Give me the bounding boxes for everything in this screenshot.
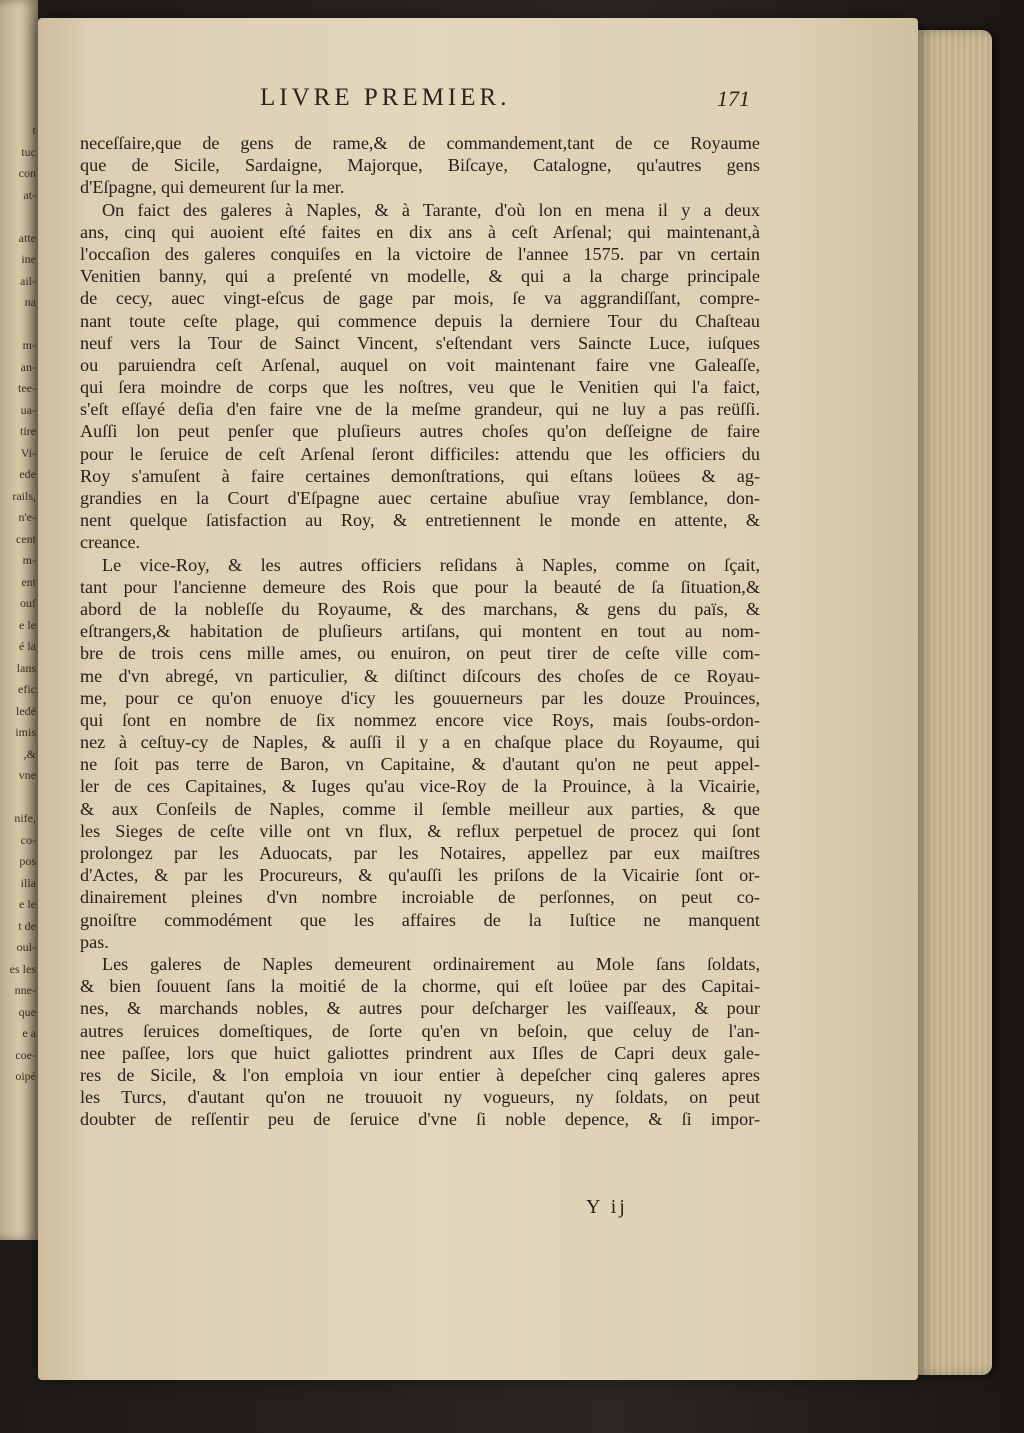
facing-page-fragment: ine [21,252,36,266]
text-line: autres ſeruices domeſtiques, de ſorte qu'en vn beſoin, que celuy de l'an- [80,1020,760,1041]
facing-page-fragment: oipé [15,1069,36,1083]
facing-page-fragment: tire [20,424,36,438]
text-line: qui ſont en nombre de ſix nommez encore vice Roys, mais ſoubs-ordon- [80,709,760,730]
facing-page-fragment: atte [18,230,36,245]
text-line: les Sieges de ceſte ville ont vn flux, & reflux perpetuel de procez qui ſont [80,820,760,841]
facing-page-fragment: Vi- [20,445,36,460]
facing-page-fragment: ail- [20,273,36,288]
text-line: abord de la nobleſſe du Royaume, & des marchans, & gens du païs, & [80,598,760,619]
text-line: nent quelque ſatisfaction au Roy, & entretiennent le monde en attente, & [80,510,760,531]
facing-page-fragment: ,& [23,746,36,761]
facing-page-fragment: ledé [16,703,36,718]
book-fore-edge [912,30,992,1375]
facing-page-fragment: con [18,166,36,180]
facing-page-fragment: imis [15,725,36,739]
text-line: nant toute ceſte plage, qui commence depuis la derniere Tour du Chaſteau [80,310,760,331]
text-line: & bien ſouuent ſans la moitié de la chorme, qui eſt loüee par des Capitai- [80,976,760,997]
text-line: & aux Conſeils de Naples, comme il ſemble meilleur aux parties, & que [80,798,760,819]
text-line: ou paruiendra ceſt Arſenal, auquel on voit maintenant faire vne Galeaſſe, [80,354,760,375]
facing-page-fragment: illa [20,875,36,890]
text-line: Roy s'amuſent à faire certaines demonſtrations, qui eſtans loüees & ag- [80,465,760,486]
text-line: prolongez par les Aduocats, par les Notaires, appellez par eux maiſtres [80,843,760,863]
text-line: dinairement pleines d'vn nombre incroiable de perſonnes, on peut co- [80,887,760,908]
facing-page-fragment [0,314,36,336]
text-line: bre de trois cens mille ames, ou enuiron, on peut tirer de ceſte ville com- [80,643,760,664]
text-line: ler de ces Capitaines, & Iuges qu'au vice-Roy de la Prouince, à la Vicairie, [80,776,760,797]
facing-page-fragment: e le [19,897,36,911]
facing-page-fragment: ouf [20,596,36,610]
facing-page-fragment: lans [16,660,36,675]
text-line: ans, cinq qui auoient eſté faites en dix ans à ceſt Arſenal; qui maintenant,à [80,221,760,242]
facing-page-fragment: at- [23,187,36,202]
facing-page-fragment: e le [19,617,36,632]
text-line: pas. [80,931,109,952]
facing-page-fragment: que [18,1004,36,1019]
text-line: ne ſoit pas terre de Baron, vn Capitaine, & d'autant qu'on ne peut appel- [80,754,760,775]
facing-page-edge [0,0,38,1240]
text-line: les Turcs, d'autant qu'on ne trouuoit ny vogueurs, ny ſoldats, on peut [80,1087,760,1108]
text-line: qui ſera moindre de corps que les noſtres, veu que le Venitien qui l'a faict, [80,377,760,398]
text-line: d'Eſpagne, qui demeurent ſur la mer. [80,177,345,198]
facing-page-fragment: oul- [16,940,36,954]
text-line: On faict des galeres à Naples, & à Tarante, d'où lon en mena il y a deux [102,199,760,220]
facing-page-fragment: efic [18,682,36,696]
text-line: Venitien banny, qui a preſenté vn modelle, & qui a la charge principale [80,266,760,287]
facing-page-fragment: m- [22,553,36,567]
text-line: s'eſt eſſayé deſia d'en faire vne de la meſme grandeur, qui ne luy a pas reüſſi. [80,399,760,420]
facing-page-fragment: m- [22,338,36,352]
facing-page-fragment: co- [20,832,36,847]
facing-page-fragment: ede [19,467,36,481]
facing-page-fragment: vne [18,768,36,782]
facing-page-fragment: an- [20,359,36,374]
text-line: Le vice-Roy, & les autres officiers reſidans à Naples, comme on ſçait, [102,554,760,575]
text-line: d'Actes, & par les Procureurs, & qu'auſſi les priſons de la Vicairie ſont or- [80,865,760,886]
text-line: grandies en la Court d'Eſpagne auec certaine abuſiue vray ſemblance, don- [80,488,760,508]
facing-page-fragment: nne- [14,983,36,997]
text-line: neceſſaire,que de gens de rame,& de commandement,tant de ce Royaume [80,133,760,153]
text-line: me d'vn abregé, vn particulier, & diſtinct diſcours des choſes de ce Royau- [80,665,760,686]
facing-page-fragment: t [32,123,36,137]
text-line: l'occaſion des galeres conquiſes en la victoire de l'annee 1575. par vn certain [80,243,760,264]
text-line: de cecy, auec vingt-eſcus de gage par mois, ſe va aggrandiſſant, compre- [80,288,760,309]
text-line: me, pour ce qu'on enuoye d'icy les gouuerneurs par les douze Prouinces, [80,687,760,708]
facing-page-fragment: nife, [14,811,36,825]
facing-page-fragment: cent [16,531,36,546]
text-line: Les galeres de Naples demeurent ordinairement au Mole ſans ſoldats, [102,953,760,974]
text-line: doubter de reſſentir peu de ſeruice d'vne ſi noble depence, & ſi impor- [80,1109,760,1130]
facing-page-fragment: pos [19,854,36,868]
facing-page-fragment: es les [9,961,36,976]
text-line: nez à ceſtuy-cy de Naples, & auſſi il y a en chaſque place du Royaume, qui [80,732,760,753]
facing-page-fragment: tuc [21,144,36,159]
signature-mark: Y ij [586,1196,628,1218]
running-head: LIVRE PREMIER. [260,84,511,111]
facing-page-fragment: rails, [12,488,36,503]
facing-page-fragment: coe- [15,1047,36,1062]
facing-page-fragment: ua- [20,402,36,417]
text-line: eſtrangers,& habitation de pluſieurs artiſans, qui montent en tout au nom- [80,621,760,642]
text-line: nee paſſee, lors que huict galiottes prindrent aux Iſles de Capri deux gale- [80,1042,760,1063]
page-number: 171 [717,86,750,111]
text-line: Auſſi lon peut penſer que pluſieurs autres choſes qu'on deſſeigne de faire [80,421,760,442]
facing-page-fragment: ent [21,574,36,589]
page-header [70,80,750,116]
facing-page-fragment: t de [18,918,36,933]
text-line: pour le ſeruice de ceſt Arſenal ſeront difficiles: attendu que les officiers du [80,443,760,464]
text-line: que de Sicile, Sardaigne, Majorque, Biſcaye, Catalogne, qu'autres gens [80,155,760,176]
text-line: neuf vers la Tour de Sainct Vincent, s'eſtendant vers Saincte Luce, iuſques [80,332,760,353]
facing-page-fragment: é la [19,639,36,653]
facing-page-fragment [0,787,36,809]
body-text [80,132,760,1130]
text-line: nes, & marchands nobles, & autres pour deſcharger les vaiſſeaux, & pour [80,998,760,1019]
text-line: tant pour l'ancienne demeure des Rois que pour la beauté de ſa ſituation,& [80,576,760,597]
facing-page-fragment: e a [22,1026,36,1040]
text-line: res de Sicile, & l'on emploia vn iour entier à depeſcher cinq galeres apres [80,1064,760,1085]
facing-page-fragment: tee- [18,381,36,395]
facing-page-fragment: n'e- [18,510,36,524]
facing-page-fragment [0,206,36,228]
facing-page-fragment: na [24,295,36,309]
facing-page-fragments [0,120,36,1088]
text-line: gnoiſtre commodément que les affaires de la Iuſtice ne manquent [80,909,760,930]
text-line: creance. [80,532,141,553]
